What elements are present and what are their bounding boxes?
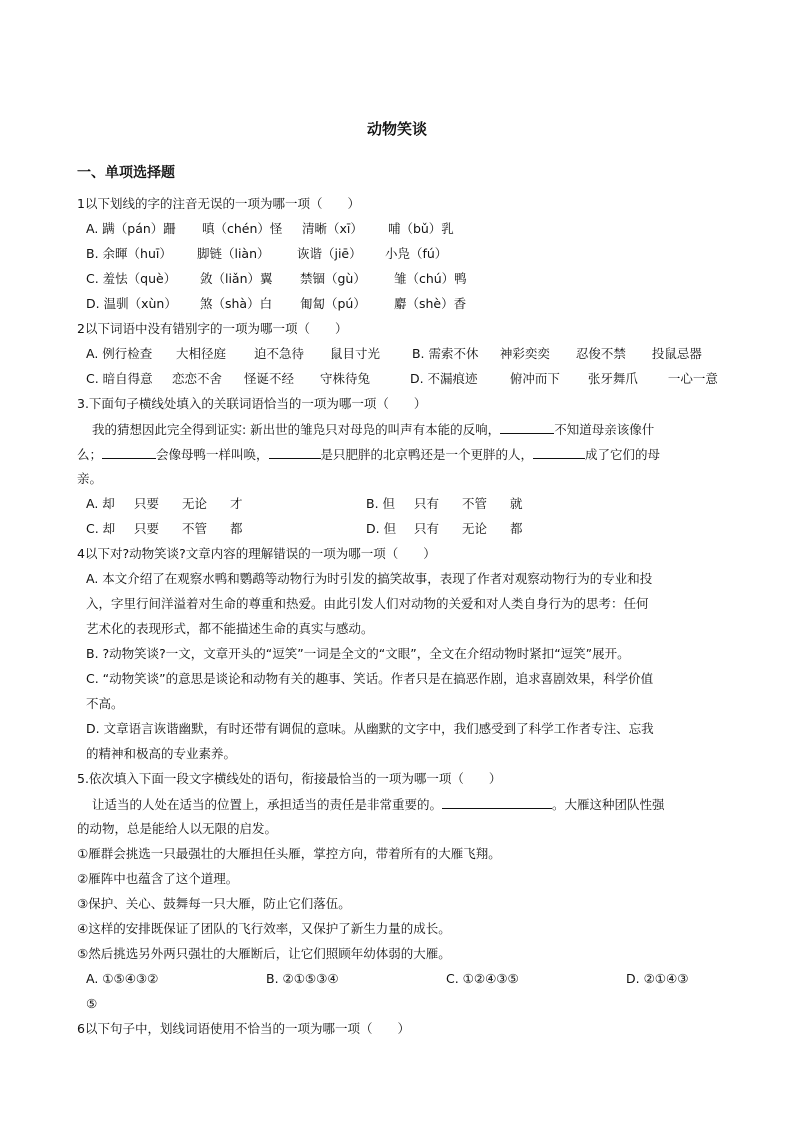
q5-option-b: B. ②①⑤③④ xyxy=(266,971,339,986)
q3-c-1: C. 却 xyxy=(86,521,116,536)
q3-a-2: 只要 xyxy=(133,496,159,511)
q4-option-a-line-2: 入，字里行间洋溢着对生命的尊重和热爱。由此引发人们对动物的关爱和对人类自身行为的思考：任何 xyxy=(86,596,649,611)
q5-sentence-2: ②雁阵中也蕴含了这个道理。 xyxy=(77,871,239,886)
q1-option-c xyxy=(86,270,467,288)
q1-c-4: 雏（chú）鸭 xyxy=(393,271,467,286)
q5-option-a: A. ①⑤④③② xyxy=(86,971,159,986)
q2-c-1: C. 暗自得意 xyxy=(86,371,153,386)
q3-b-2: 只有 xyxy=(413,496,439,511)
q1-b-2: 脚链（liàn） xyxy=(196,246,270,261)
q5-passage-line-1 xyxy=(92,795,665,814)
q2-stem: 2以下词语中没有错别字的一项为哪一项（ ） xyxy=(77,321,348,336)
q3-passage-line-2 xyxy=(77,445,660,464)
q1-d-3: 匍匐（pú） xyxy=(299,296,366,311)
q4-option-c-line-1: C. “动物笑谈”的意思是谈论和动物有关的趣事、笑话。作者只是在搞恶作剧，追求喜剧效果，科学价值 xyxy=(86,671,654,686)
q2-b-3: 忍俊不禁 xyxy=(575,346,626,361)
q3-d-4: 都 xyxy=(509,521,523,536)
q3-option-d xyxy=(366,520,522,538)
q4-option-a-line-3: 艺术化的表现形式，都不能描述生命的真实与感动。 xyxy=(86,621,374,636)
q4-option-c-line-2: 不高。 xyxy=(86,696,124,711)
q1-b-4: 小凫（fú） xyxy=(384,246,448,261)
q3-a-1: A. 却 xyxy=(86,496,115,511)
q2-d-4: 一心一意 xyxy=(667,371,718,386)
q3-passage-text: 成了它们的母 xyxy=(585,447,661,462)
q3-blank-1 xyxy=(500,420,554,434)
q1-d-2: 煞（shà）白 xyxy=(199,296,273,311)
q1-c-3: 禁锢（gù） xyxy=(299,271,366,286)
q3-d-2: 只有 xyxy=(413,521,439,536)
q3-c-3: 不管 xyxy=(181,521,207,536)
q2-a-1: A. 例行检查 xyxy=(86,346,153,361)
q3-a-4: 才 xyxy=(229,496,243,511)
q1-option-d xyxy=(86,295,466,313)
q3-passage-text: 是只肥胖的北京鸭还是一个更胖的人， xyxy=(320,447,534,462)
q2-d-3: 张牙舞爪 xyxy=(587,371,638,386)
q1-stem: 1以下划线的字的注音无误的一项为哪一项（ ） xyxy=(77,196,360,211)
q3-blank-4 xyxy=(533,445,585,459)
q4-stem: 4以下对?动物笑谈?文章内容的理解错误的一项为哪一项（ ） xyxy=(77,546,436,561)
q2-a-2: 大相径庭 xyxy=(175,346,226,361)
q4-option-d-line-1: D. 文章语言诙谐幽默，有时还带有调侃的意味。从幽默的文字中，我们感受到了科学工作者专注、忘我 xyxy=(86,721,654,736)
q4-option-a-line-1: A. 本文介绍了在观察水鸭和鹦鹉等动物行为时引发的搞笑故事，表现了作者对观察动物行为的专业和投 xyxy=(86,571,653,586)
q3-blank-2 xyxy=(102,445,156,459)
q3-passage-text: 我的猜想因此完全得到证实: 新出世的雏凫只对母凫的叫声有本能的反响， xyxy=(92,422,501,437)
q5-passage-text: 。大雁这种团队性强 xyxy=(552,797,665,812)
q5-passage-text: 让适当的人处在适当的位置上，承担适当的责任是非常重要的。 xyxy=(92,797,443,812)
q2-c-2: 恋恋不舍 xyxy=(171,371,222,386)
q3-passage-text: 会像母鸭一样叫唤， xyxy=(156,447,269,462)
q1-d-1: D. 温驯（xùn） xyxy=(86,296,177,311)
q5-option-c: C. ①②④③⑤ xyxy=(446,971,519,986)
q1-d-4: 麝（shè）香 xyxy=(393,296,467,311)
q2-c-4: 守株待兔 xyxy=(319,371,370,386)
q1-option-a xyxy=(86,220,454,238)
q3-passage-line-3: 亲。 xyxy=(77,471,103,486)
q3-a-3: 无论 xyxy=(181,496,207,511)
q3-c-4: 都 xyxy=(229,521,243,536)
q1-a-4: 哺（bǔ）乳 xyxy=(387,221,454,236)
q5-stem: 5.依次填入下面一段文字横线处的语句，衔接最恰当的一项为哪一项（ ） xyxy=(77,771,502,786)
q4-option-d-line-2: 的精神和极高的专业素养。 xyxy=(86,746,237,761)
q1-c-2: 敛（liǎn）翼 xyxy=(199,271,273,286)
q5-option-d: D. ②①④③ xyxy=(626,971,689,986)
q4-option-b: B. ?动物笑谈?一文，文章开头的“逗笑”一词是全文的“文眼”，全文在介绍动物时紧扣“逗笑”展开。 xyxy=(86,646,630,661)
q2-d-1: D. 不漏痕迹 xyxy=(409,371,478,386)
q1-c-1: C. 羞怯（què） xyxy=(86,271,177,286)
q1-a-3: 清晰（xī） xyxy=(301,221,363,236)
q2-b-2: 神彩奕奕 xyxy=(499,346,550,361)
q5-sentence-5: ⑤然后挑选另外两只强壮的大雁断后，让它们照顾年幼体弱的大雁。 xyxy=(77,946,451,961)
q3-c-2: 只要 xyxy=(133,521,159,536)
q3-d-1: D. 但 xyxy=(366,521,397,536)
q2-a-3: 迫不急待 xyxy=(253,346,304,361)
q3-b-4: 就 xyxy=(509,496,523,511)
q3-b-1: B. 但 xyxy=(366,496,396,511)
q1-option-b xyxy=(86,245,447,263)
q5-sentence-4: ④这样的安排既保证了团队的飞行效率，又保护了新生力量的成长。 xyxy=(77,921,451,936)
q2-options-cd xyxy=(86,370,718,388)
q1-a-1: A. 蹒（pán）跚 xyxy=(86,221,176,236)
section-heading: 一、单项选择题 xyxy=(77,165,175,181)
q2-b-1: B. 需索不休 xyxy=(411,346,479,361)
q3-blank-3 xyxy=(269,445,321,459)
q1-b-1: B. 余暉（huī） xyxy=(86,246,172,261)
q3-option-c xyxy=(86,520,242,538)
q5-option-d-wrap: ⑤ xyxy=(86,996,98,1011)
q3-b-3: 不管 xyxy=(461,496,487,511)
q3-d-3: 无论 xyxy=(461,521,487,536)
q5-sentence-3: ③保护、关心、鼓舞每一只大雁，防止它们落伍。 xyxy=(77,896,351,911)
q3-stem: 3.下面句子横线处填入的关联词语恰当的一项为哪一项（ ） xyxy=(77,396,427,411)
page-title: 动物笑谈 xyxy=(366,120,427,138)
q3-option-b xyxy=(366,495,522,513)
q2-d-2: 俯冲而下 xyxy=(509,371,560,386)
q3-passage-text: 么； xyxy=(77,447,103,462)
q1-a-2: 嗔（chén）怪 xyxy=(201,221,283,236)
q2-options-ab xyxy=(86,345,702,363)
q3-passage-text: 不知道母亲该像什 xyxy=(554,422,655,437)
q6-stem: 6以下句子中，划线词语使用不恰当的一项为哪一项（ ） xyxy=(77,1021,410,1036)
q5-blank xyxy=(442,795,552,809)
q3-passage-line-1 xyxy=(92,420,654,439)
q1-b-3: 诙谐（jiē） xyxy=(296,246,362,261)
q2-b-4: 投鼠忌器 xyxy=(651,346,702,361)
q5-sentence-1: ①雁群会挑选一只最强壮的大雁担任头雁，掌控方向，带着所有的大雁飞翔。 xyxy=(77,846,501,861)
q5-passage-line-2: 的动物，总是能给人以无限的启发。 xyxy=(77,821,278,836)
q3-option-a xyxy=(86,495,242,513)
q2-c-3: 怪诞不经 xyxy=(243,371,294,386)
q2-a-4: 鼠目寸光 xyxy=(329,346,380,361)
